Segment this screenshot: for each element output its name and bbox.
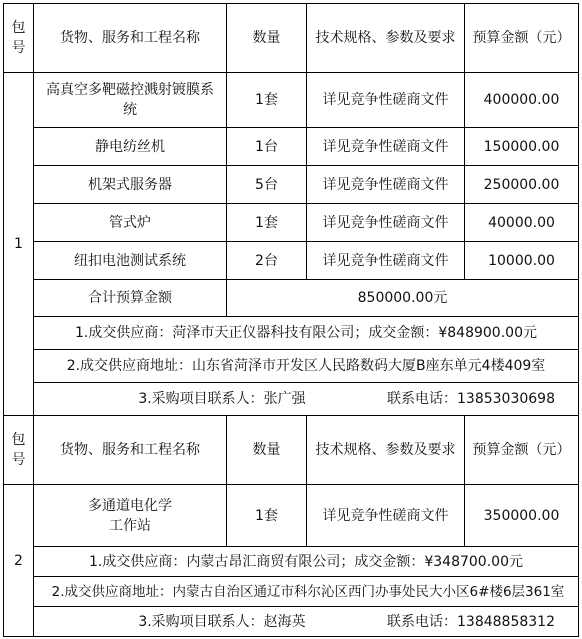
table-row [4, 128, 579, 166]
contact-row [4, 383, 579, 416]
package-number: 2 [4, 485, 34, 637]
contact-info [34, 607, 579, 637]
supplier-row [4, 547, 579, 577]
supplier-address: 2.成交供应商地址：内蒙古自治区通辽市科尔沁区西门办事处民大小区6#楼6层361室 [34, 577, 579, 607]
supplier-info: 1.成交供应商：内蒙古昂汇商贸有限公司；成交金额：¥348700.00元 [34, 547, 579, 577]
item-spec: 详见竞争性磋商文件 [307, 242, 465, 280]
item-budget: 40000.00 [465, 204, 579, 242]
contact-phone: 联系电话：13853030698 [387, 391, 555, 407]
supplier-address: 2.成交供应商地址：山东省菏泽市开发区人民路数码大厦B座东单元4楼409室 [34, 350, 579, 383]
item-spec: 详见竞争性磋商文件 [307, 204, 465, 242]
table-row [4, 242, 579, 280]
name-header: 货物、服务和工程名称 [34, 416, 227, 485]
quantity-header: 数量 [227, 4, 307, 73]
spec-header: 技术规格、参数及要求 [307, 416, 465, 485]
item-name: 高真空多靶磁控溅射镀膜系统 [34, 73, 227, 128]
package-number-header: 包 号 [4, 416, 34, 485]
address-row [4, 350, 579, 383]
total-label: 合计预算金额 [34, 280, 227, 317]
contact-person: 3.采购项目联系人：张广强 [138, 391, 306, 407]
item-budget: 150000.00 [465, 128, 579, 166]
table-row [4, 204, 579, 242]
item-budget: 10000.00 [465, 242, 579, 280]
item-quantity: 1台 [227, 128, 307, 166]
budget-header: 预算金额（元） [465, 4, 579, 73]
item-quantity: 1套 [227, 204, 307, 242]
address-row [4, 577, 579, 607]
spec-header: 技术规格、参数及要求 [307, 4, 465, 73]
item-spec: 详见竞争性磋商文件 [307, 128, 465, 166]
table-row [4, 485, 579, 547]
item-spec: 详见竞争性磋商文件 [307, 73, 465, 128]
item-spec: 详见竞争性磋商文件 [307, 485, 465, 547]
item-name: 机架式服务器 [34, 166, 227, 204]
budget-header: 预算金额（元） [465, 416, 579, 485]
total-value: 850000.00元 [227, 280, 579, 317]
item-budget: 250000.00 [465, 166, 579, 204]
procurement-table [3, 3, 579, 637]
name-header: 货物、服务和工程名称 [34, 4, 227, 73]
item-name: 管式炉 [34, 204, 227, 242]
item-budget: 400000.00 [465, 73, 579, 128]
item-quantity: 2台 [227, 242, 307, 280]
contact-info [34, 383, 579, 416]
package-number: 1 [4, 73, 34, 416]
item-quantity: 1套 [227, 73, 307, 128]
supplier-info: 1.成交供应商：菏泽市天正仪器科技有限公司；成交金额：¥848900.00元 [34, 317, 579, 350]
header-row [4, 4, 579, 73]
package-number-header: 包 号 [4, 4, 34, 73]
item-name: 静电纺丝机 [34, 128, 227, 166]
quantity-header: 数量 [227, 416, 307, 485]
total-row [4, 280, 579, 317]
contact-row [4, 607, 579, 637]
contact-person: 3.采购项目联系人：赵海英 [138, 613, 306, 630]
header-row [4, 416, 579, 485]
table-row [4, 166, 579, 204]
item-name: 纽扣电池测试系统 [34, 242, 227, 280]
item-quantity: 5台 [227, 166, 307, 204]
item-spec: 详见竞争性磋商文件 [307, 166, 465, 204]
table-row [4, 73, 579, 128]
item-budget: 350000.00 [465, 485, 579, 547]
item-name: 多通道电化学 工作站 [34, 485, 227, 547]
supplier-row [4, 317, 579, 350]
contact-phone: 联系电话：13848858312 [387, 613, 555, 630]
item-quantity: 1套 [227, 485, 307, 547]
